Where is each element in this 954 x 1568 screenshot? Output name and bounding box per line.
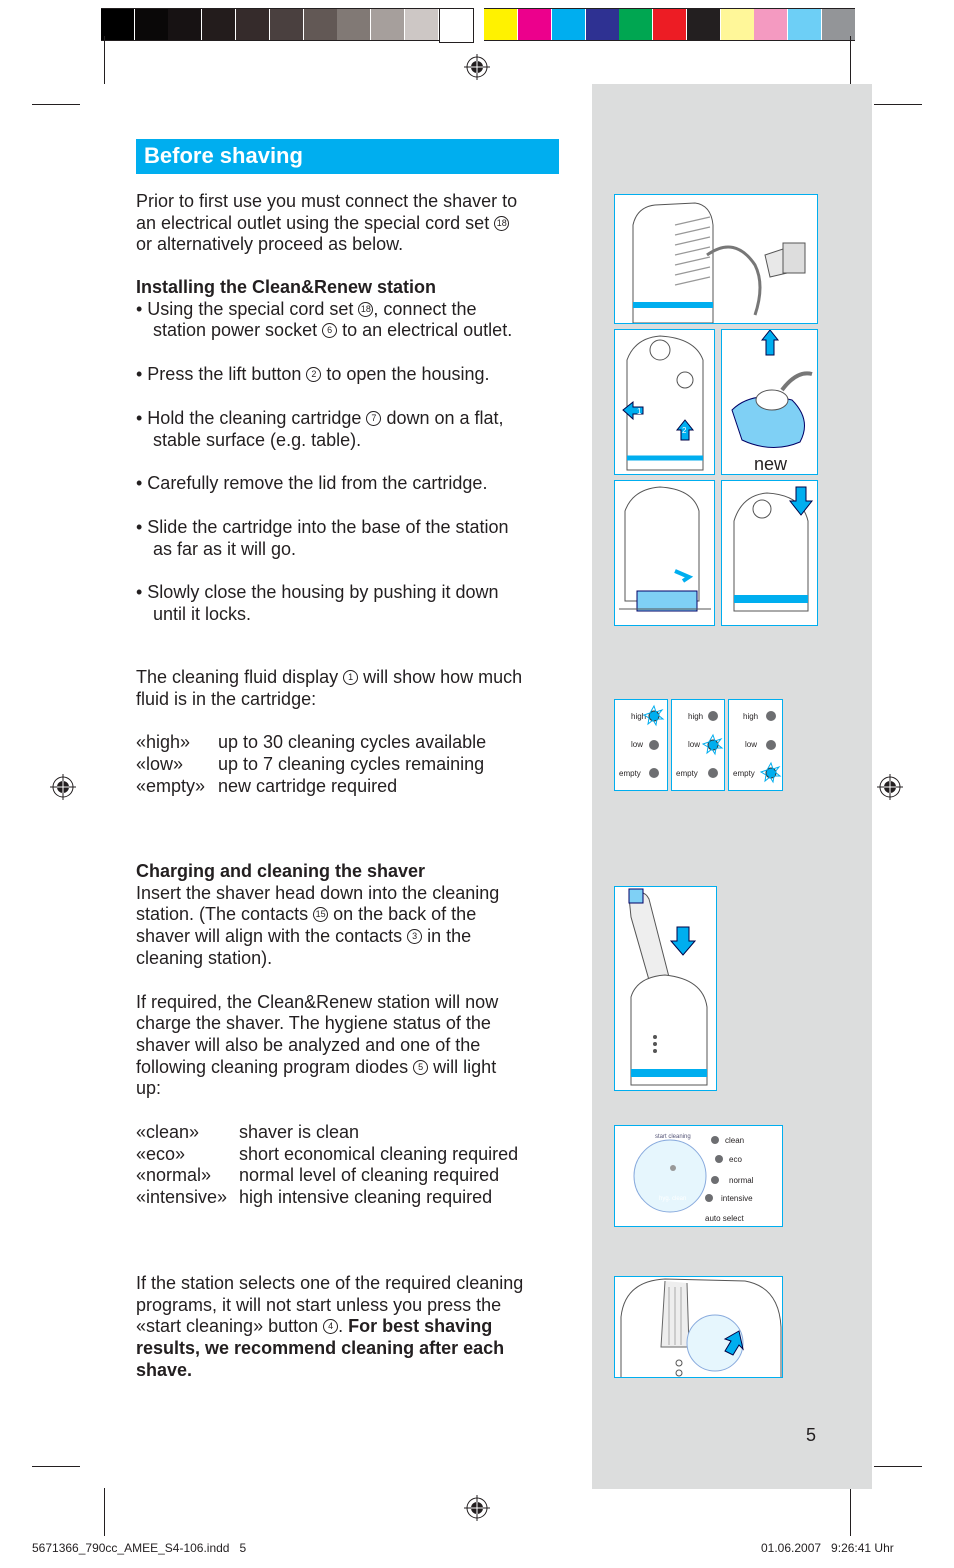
intro-paragraph: [136, 191, 576, 256]
color-swatch: [754, 8, 787, 41]
ref-15: 15: [313, 907, 328, 922]
color-swatch: [586, 8, 619, 41]
program-label-eco: eco: [729, 1155, 742, 1164]
display-label-high: high: [743, 712, 759, 721]
install-bullet-4: • Carefully remove the lid from the cartridge.: [136, 473, 488, 494]
display-label-low: low: [688, 740, 701, 749]
install-title: Installing the Clean&Renew station: [136, 277, 437, 297]
registration-mark-bottom: [464, 1495, 490, 1521]
display-label-high: high: [631, 712, 647, 721]
program-row: [136, 1144, 576, 1166]
start-section: [136, 1273, 576, 1382]
svg-text:2: 2: [682, 426, 687, 435]
text: programs, it will not start unless you press the: [136, 1294, 502, 1315]
text: will light: [428, 1056, 497, 1077]
text: shave.: [136, 1359, 193, 1380]
color-swatch: [721, 8, 754, 41]
text: The cleaning fluid display: [136, 667, 344, 687]
fluid-level-row: [136, 732, 576, 754]
color-swatch: [484, 8, 517, 41]
ref-18: 18: [358, 302, 373, 317]
program-desc: high intensive cleaning required: [239, 1187, 493, 1208]
text: fluid is in the cartridge:: [136, 688, 317, 709]
program-desc: short economical cleaning required: [239, 1143, 519, 1164]
text: following cleaning program diodes: [136, 1056, 414, 1077]
color-swatch: [304, 8, 337, 41]
text: For best shaving: [348, 1316, 493, 1337]
registration-mark-left: [50, 774, 76, 800]
illustration-cartridge-lid: [721, 329, 818, 475]
color-bar-frame: [101, 40, 439, 41]
illustration-station-plug: [614, 194, 818, 324]
illustration-slide-cartridge: [614, 480, 715, 626]
fluid-level-desc: up to 30 cleaning cycles available: [218, 732, 487, 753]
install-section: [136, 277, 576, 626]
text: until it locks.: [153, 604, 252, 625]
text: station power socket: [153, 320, 323, 341]
text: stable surface (e.g. table).: [153, 429, 362, 450]
footer-file-info: 5671366_790cc_AMEE_S4-106.indd 5: [32, 1541, 247, 1555]
color-swatch: [135, 8, 168, 41]
fluid-section: [136, 667, 576, 798]
text: • Using the special cord set: [136, 298, 359, 319]
install-bullet-6: [136, 582, 576, 625]
text: • Slowly close the housing by pushing it down: [136, 582, 499, 603]
new-label: new: [754, 454, 788, 474]
svg-text:1: 1: [637, 407, 642, 416]
color-swatch: [552, 8, 585, 41]
program-desc: shaver is clean: [239, 1122, 360, 1143]
program-desc: normal level of cleaning required: [239, 1165, 500, 1186]
text: up:: [136, 1078, 162, 1099]
text: on the back of the: [328, 904, 477, 925]
text: as far as it will go.: [153, 538, 297, 559]
text: cleaning station).: [136, 947, 273, 968]
ref-6: 6: [322, 323, 337, 338]
ref-2: 2: [306, 367, 321, 382]
text: • Press the lift button: [136, 364, 307, 385]
program-label-intensive: intensive: [721, 1194, 753, 1203]
color-bar-frame: [101, 8, 439, 9]
text: shaver will also be analyzed and one of the: [136, 1034, 481, 1055]
program-row: [136, 1187, 576, 1209]
display-label-high: high: [688, 712, 704, 721]
install-bullet-3: [136, 408, 576, 451]
install-bullet-2: [136, 364, 576, 386]
text: If the station selects one of the required cleaning: [136, 1273, 524, 1293]
text: «start cleaning» button: [136, 1316, 324, 1337]
color-swatch: [687, 8, 720, 41]
registration-mark-right: [877, 774, 903, 800]
ref-3: 3: [407, 929, 422, 944]
ref-1: 1: [343, 670, 358, 685]
text: • Slide the cartridge into the base of the station: [136, 516, 509, 537]
text: in the: [422, 926, 472, 947]
text: down on a flat,: [381, 407, 504, 428]
text: results, we recommend cleaning after each: [136, 1338, 505, 1359]
fluid-level-row: [136, 754, 576, 776]
color-swatch: [371, 8, 404, 41]
color-swatch: [101, 8, 134, 41]
text: Insert the shaver head down into the cleaning: [136, 882, 500, 903]
display-label-empty: empty: [733, 769, 755, 778]
illustration-open-housing: [614, 329, 715, 475]
ref-7: 7: [366, 411, 381, 426]
fluid-level-key: «high»: [136, 732, 191, 753]
program-key: «eco»: [136, 1143, 186, 1164]
intro-line: an electrical outlet using the special cord set: [136, 212, 495, 233]
text: station. (The contacts: [136, 904, 314, 925]
color-swatch: [619, 8, 652, 41]
footer-timestamp: 01.06.2007 9:26:41 Uhr: [761, 1541, 894, 1555]
color-swatch: [518, 8, 551, 41]
illustration-program-display: [614, 1125, 783, 1227]
color-swatch: [653, 8, 686, 41]
color-swatch: [337, 8, 370, 41]
fluid-level-desc: up to 7 cleaning cycles remaining: [218, 754, 485, 775]
color-swatch: [405, 8, 438, 41]
display-label-empty: empty: [619, 769, 641, 778]
display-label-empty: empty: [676, 769, 698, 778]
program-key: «normal»: [136, 1165, 212, 1186]
fluid-level-row: [136, 776, 576, 798]
text: to open the housing.: [321, 364, 490, 385]
text: If required, the Clean&Renew station will now: [136, 991, 499, 1012]
fluid-level-desc: new cartridge required: [218, 775, 398, 796]
program-row: [136, 1122, 576, 1144]
install-bullet-1: [136, 299, 576, 342]
fluid-display-low: [671, 699, 725, 791]
hyg-clean-text: hyg. clean: [659, 1196, 687, 1202]
ref-4: 4: [323, 1319, 338, 1334]
charging-title: Charging and cleaning the shaver: [136, 861, 426, 881]
color-swatch: [236, 8, 269, 41]
display-label-low: low: [745, 740, 758, 749]
program-label-clean: clean: [725, 1136, 745, 1145]
color-swatch: [270, 8, 303, 41]
color-bar-frame: [484, 8, 855, 9]
color-swatch: [788, 8, 821, 41]
start-cleaning-ring-text: start cleaning: [655, 1134, 691, 1140]
fluid-display-empty: [728, 699, 783, 791]
section-heading-text: Before shaving: [144, 143, 303, 168]
text: • Hold the cleaning cartridge: [136, 407, 367, 428]
color-swatch: [202, 8, 235, 41]
registration-mark-top: [464, 54, 490, 80]
ref-5: 5: [413, 1060, 428, 1075]
page-number: 5: [806, 1425, 817, 1445]
intro-line: Prior to first use you must connect the shaver to: [136, 191, 518, 211]
illustration-shaver-in-station: [614, 886, 717, 1091]
fluid-display-high: [614, 699, 668, 791]
fluid-level-key: «low»: [136, 754, 184, 775]
charging-section: [136, 861, 576, 1209]
text: shaver will align with the contacts: [136, 926, 408, 947]
intro-line: or alternatively proceed as below.: [136, 234, 404, 255]
ref-18: 18: [494, 216, 509, 231]
illustration-close-housing: [721, 480, 818, 626]
program-key: «intensive»: [136, 1187, 228, 1208]
install-bullet-5: [136, 517, 576, 560]
program-label-normal: normal: [729, 1176, 754, 1185]
display-label-low: low: [631, 740, 644, 749]
text: .: [338, 1316, 349, 1337]
program-label-auto-select: auto select: [705, 1214, 744, 1223]
text: will show how much: [358, 667, 523, 687]
program-row: [136, 1165, 576, 1187]
illustration-start-button: [614, 1276, 783, 1378]
color-swatch: [168, 8, 201, 41]
fluid-level-key: «empty»: [136, 775, 206, 796]
color-bar-frame: [484, 40, 855, 41]
color-swatch: [439, 8, 474, 43]
text: charge the shaver. The hygiene status of the: [136, 1013, 491, 1034]
text: , connect the: [373, 298, 477, 319]
section-heading: [136, 139, 559, 174]
text: to an electrical outlet.: [337, 320, 513, 341]
program-key: «clean»: [136, 1122, 200, 1143]
